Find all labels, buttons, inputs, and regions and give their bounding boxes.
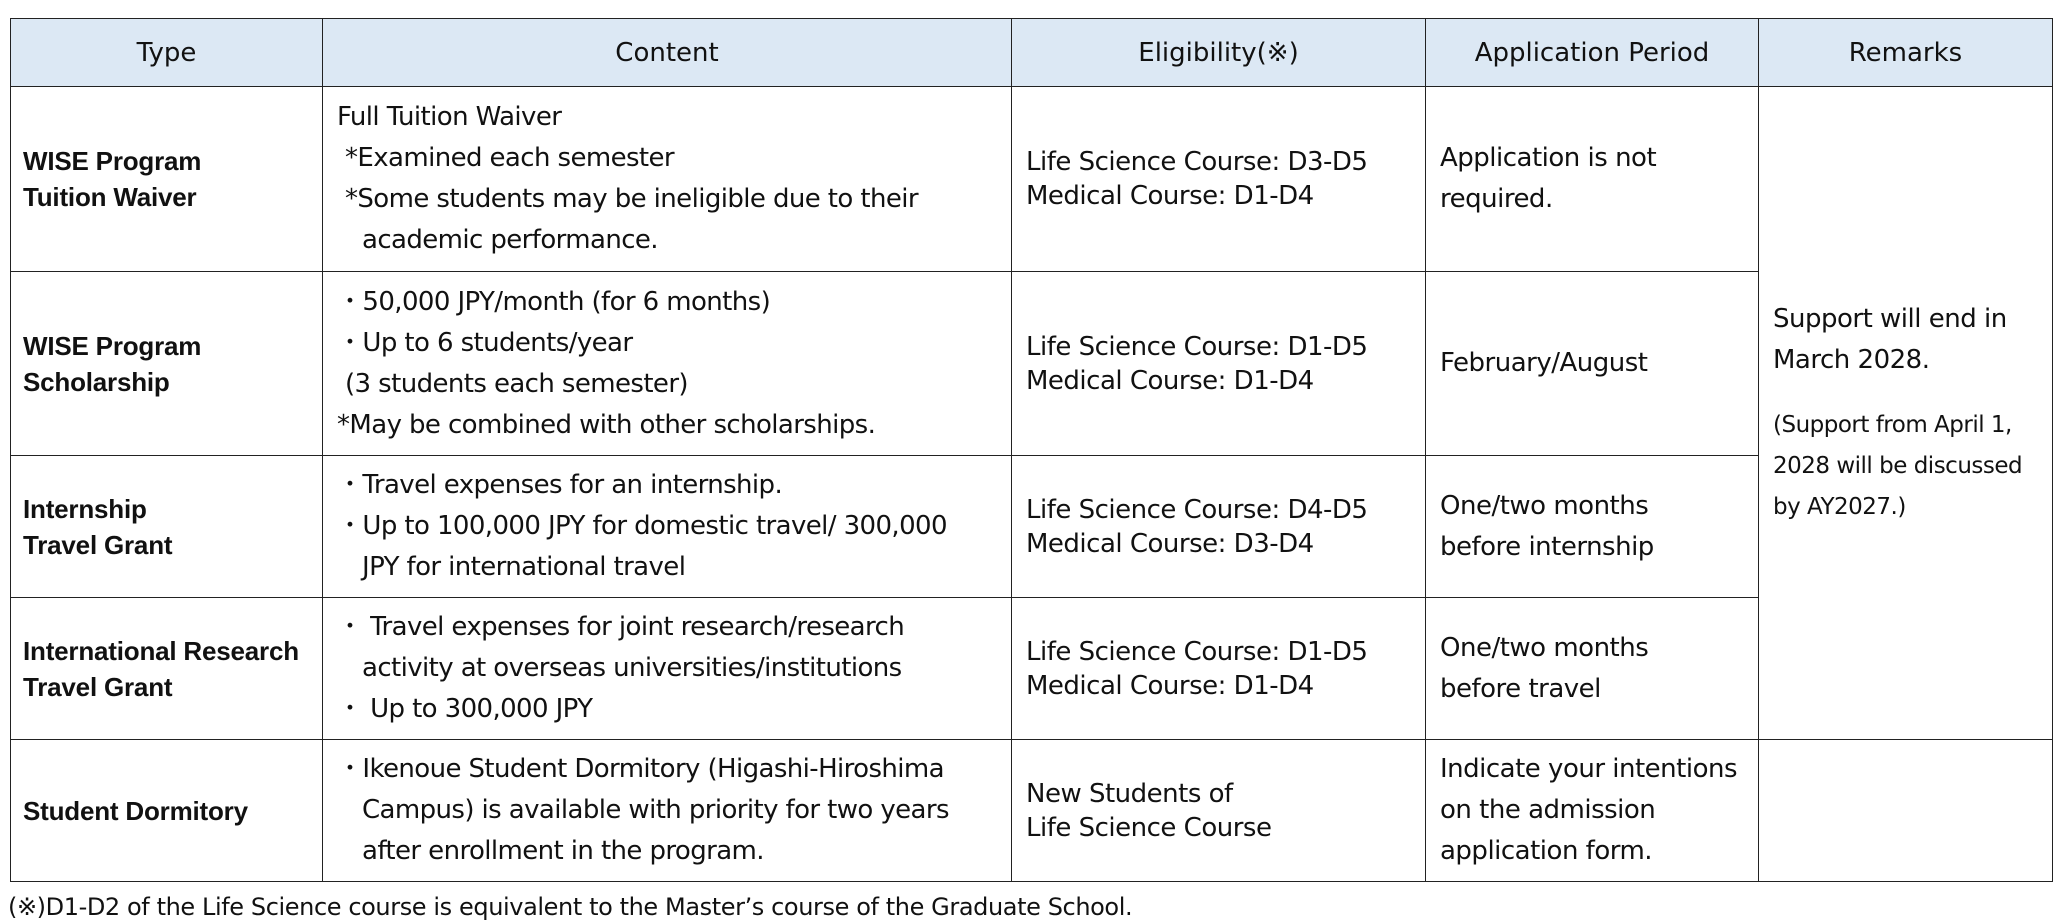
content-line: after enrollment in the program. [362,836,764,866]
period-cell [1426,740,1759,882]
header-remarks: Remarks [1759,19,2053,87]
type-cell [11,598,323,740]
content-cell [323,87,1012,272]
content-line: ・Up to 100,000 JPY for domestic travel/ 300,000 [337,511,947,541]
period-cell [1426,598,1759,740]
remarks-spacer [1773,381,2052,405]
period-line: on the admission [1440,795,1656,825]
eligibility-cell [1012,456,1426,598]
eligibility-cell [1012,598,1426,740]
footnote: (※)D1-D2 of the Life Science course is equivalent to the Master’s course of the Graduate School. [8,893,1133,921]
type-line: Internship [23,493,147,524]
table-row [11,598,2053,740]
period-line: required. [1440,184,1553,214]
content-line: Full Tuition Waiver [337,102,562,132]
content-line: activity at overseas universities/institutions [362,653,902,683]
type-line: Tuition Waiver [23,182,197,212]
content-cell [323,456,1012,598]
eligibility-line: Life Science Course: D1-D5 [1026,636,1368,667]
period-line: application form. [1440,836,1653,866]
period-cell [1426,272,1759,456]
content-line: ・Ikenoue Student Dormitory (Higashi-Hiroshima [337,754,944,784]
header-type: Type [11,19,323,87]
table-row [11,272,2053,456]
content-line: *May be combined with other scholarships. [337,409,876,440]
eligibility-line: Medical Course: D1-D4 [1026,670,1314,701]
type-line: WISE Program [23,330,202,361]
type-line: Travel Grant [23,529,173,560]
content-line: academic performance. [362,225,658,255]
content-line: (3 students each semester) [345,368,688,399]
eligibility-cell [1012,87,1426,272]
period-line: One/two months [1440,632,1649,663]
type-line: Scholarship [23,366,170,397]
type-line: Travel Grant [23,671,173,702]
eligibility-cell [1012,740,1426,882]
remarks-line: March 2028. [1773,344,1930,375]
eligibility-line: Medical Course: D1-D4 [1026,181,1314,211]
support-table [10,18,2053,882]
content-line: ・50,000 JPY/month (for 6 months) [337,286,771,317]
period-cell [1426,87,1759,272]
type-cell [11,456,323,598]
content-cell [323,740,1012,882]
type-line: Student Dormitory [23,795,248,826]
remarks-line: Support will end in [1773,303,2007,334]
header-content: Content [323,19,1012,87]
table-row [11,87,2053,272]
period-line: Application is not [1440,143,1657,173]
period-line: February/August [1440,348,1648,378]
type-line: International Research [23,635,299,666]
content-line: JPY for international travel [362,552,686,582]
content-line: *Some students may be ineligible due to their [345,184,918,214]
content-line: *Examined each semester [345,143,674,173]
content-line: ・ Up to 300,000 JPY [337,694,593,724]
remarks-note-line: by AY2027.) [1773,493,1906,520]
content-line: ・Up to 6 students/year [337,327,633,358]
period-line: before travel [1440,673,1601,704]
content-cell [323,272,1012,456]
eligibility-line: Life Science Course: D3-D5 [1026,147,1368,177]
eligibility-line: Medical Course: D3-D4 [1026,528,1314,559]
type-cell [11,87,323,272]
table-row [11,740,2053,882]
table-row [11,456,2053,598]
eligibility-cell [1012,272,1426,456]
content-line: ・Travel expenses for an internship. [337,470,783,500]
header-eligibility: Eligibility(※) [1012,19,1426,87]
period-cell [1426,456,1759,598]
period-line: before internship [1440,531,1654,562]
period-line: Indicate your intentions [1440,754,1738,784]
eligibility-line: Medical Course: D1-D4 [1026,365,1314,396]
type-line: WISE Program [23,146,202,176]
period-line: One/two months [1440,490,1649,521]
eligibility-line: Life Science Course: D1-D5 [1026,331,1368,362]
eligibility-line: New Students of [1026,778,1233,809]
header-row [11,19,2053,87]
content-cell [323,598,1012,740]
remarks-cell [1759,87,2053,740]
header-application-period: Application Period [1426,19,1759,87]
remarks-note-line: (Support from April 1, [1773,411,2012,438]
type-cell [11,740,323,882]
eligibility-line: Life Science Course: D4-D5 [1026,494,1368,525]
type-cell [11,272,323,456]
content-line: Campus) is available with priority for two years [362,795,949,825]
remarks-note-line: 2028 will be discussed [1773,452,2023,479]
remarks-cell-empty [1759,740,2053,882]
eligibility-line: Life Science Course [1026,812,1272,843]
content-line: ・ Travel expenses for joint research/research [337,612,905,642]
